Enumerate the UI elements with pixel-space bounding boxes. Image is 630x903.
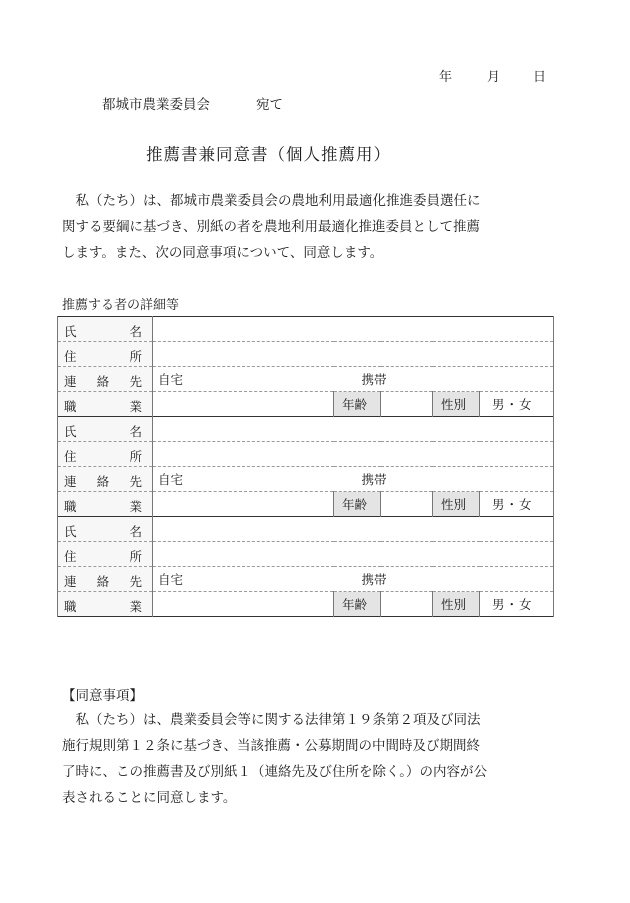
consent-paragraph — [62, 707, 562, 811]
contact-label-text: 連 絡 先 — [64, 474, 142, 489]
nominee-table — [57, 316, 554, 617]
mobile-phone-label: 携帯 — [334, 367, 554, 392]
nominee-2-sex-options[interactable]: 男・女 — [480, 492, 554, 517]
nominee-3-address-row — [58, 542, 554, 567]
sex-label: 性別 — [433, 392, 480, 417]
nominee-2-occupation-row — [58, 492, 554, 517]
contact-label-text: 連 絡 先 — [64, 374, 142, 389]
nominee-2-name-row — [58, 417, 554, 442]
name-label — [58, 317, 153, 342]
intro-line: 私（たち）は、都城市農業委員会の農地利用最適化推進委員選任に — [62, 193, 481, 209]
nominee-2-contact-row — [58, 467, 554, 492]
contact-label-text: 連 絡 先 — [64, 574, 142, 589]
nominee-1-contact-row — [58, 367, 554, 392]
home-phone-label: 自宅 — [153, 367, 334, 392]
nominee-1-age-field[interactable] — [381, 392, 433, 417]
date-day-label: 日 — [533, 70, 547, 85]
nominee-1-occupation-field[interactable] — [153, 392, 334, 417]
age-label: 年齢 — [334, 392, 381, 417]
nominee-1-address-row — [58, 342, 554, 367]
addressee-suffix: 宛て — [256, 97, 283, 113]
name-label-text: 氏 名 — [64, 524, 142, 539]
contact-label — [58, 467, 153, 492]
nominee-1-occupation-row — [58, 392, 554, 417]
occupation-label-text: 職 業 — [64, 399, 142, 414]
date-month-label: 月 — [487, 70, 501, 85]
sex-label: 性別 — [433, 492, 480, 517]
nominee-3-address-field[interactable] — [153, 542, 554, 567]
nominee-3-name-row — [58, 517, 554, 542]
address-label-text: 住 所 — [64, 449, 142, 464]
consent-heading: 【同意事項】 — [62, 688, 143, 704]
contact-label — [58, 367, 153, 392]
nominee-1-address-field[interactable] — [153, 342, 554, 367]
nominee-3-contact-row — [58, 567, 554, 592]
mobile-phone-label: 携帯 — [334, 567, 554, 592]
nominee-2-occupation-field[interactable] — [153, 492, 334, 517]
consent-line: 表されることに同意します。 — [62, 790, 237, 806]
mobile-phone-label: 携帯 — [334, 467, 554, 492]
intro-line: 関する要綱に基づき、別紙の者を農地利用最適化推進委員として推薦 — [62, 219, 480, 235]
occupation-label — [58, 592, 153, 617]
occupation-label — [58, 392, 153, 417]
table-caption: 推薦する者の詳細等 — [62, 298, 180, 313]
nominee-3-name-field[interactable] — [153, 517, 554, 542]
home-phone-label: 自宅 — [153, 567, 334, 592]
address-label — [58, 342, 153, 367]
nominee-3-sex-options[interactable]: 男・女 — [480, 592, 554, 617]
intro-paragraph — [62, 188, 562, 266]
sex-label: 性別 — [433, 592, 480, 617]
age-label: 年齢 — [334, 592, 381, 617]
occupation-label-text: 職 業 — [64, 599, 142, 614]
address-label-text: 住 所 — [64, 549, 142, 564]
intro-line: します。また、次の同意事項について、同意します。 — [62, 245, 384, 261]
name-label-text: 氏 名 — [64, 324, 142, 339]
home-phone-label: 自宅 — [153, 467, 334, 492]
name-label-text: 氏 名 — [64, 424, 142, 439]
nominee-1-name-field[interactable] — [153, 317, 554, 342]
occupation-label-text: 職 業 — [64, 499, 142, 514]
name-label — [58, 417, 153, 442]
addressee: 都城市農業委員会 — [102, 97, 210, 113]
consent-line: 施行規則第１２条に基づき、当該推薦・公募期間の中間時及び期間終 — [62, 738, 480, 754]
age-label: 年齢 — [334, 492, 381, 517]
address-label-text: 住 所 — [64, 349, 142, 364]
nominee-2-age-field[interactable] — [381, 492, 433, 517]
date-year-label: 年 — [439, 70, 453, 85]
consent-line: 了時に、この推薦書及び別紙１（連絡先及び住所を除く。）の内容が公 — [62, 764, 487, 780]
nominee-2-address-field[interactable] — [153, 442, 554, 467]
nominee-1-name-row — [58, 317, 554, 342]
address-label — [58, 442, 153, 467]
nominee-3-age-field[interactable] — [381, 592, 433, 617]
address-label — [58, 542, 153, 567]
occupation-label — [58, 492, 153, 517]
nominee-3-occupation-row — [58, 592, 554, 617]
document-title: 推薦書兼同意書（個人推薦用） — [146, 145, 391, 164]
name-label — [58, 517, 153, 542]
nominee-3-occupation-field[interactable] — [153, 592, 334, 617]
nominee-2-address-row — [58, 442, 554, 467]
consent-line: 私（たち）は、農業委員会等に関する法律第１９条第２項及び同法 — [62, 712, 481, 728]
nominee-2-name-field[interactable] — [153, 417, 554, 442]
nominee-1-sex-options[interactable]: 男・女 — [480, 392, 554, 417]
contact-label — [58, 567, 153, 592]
